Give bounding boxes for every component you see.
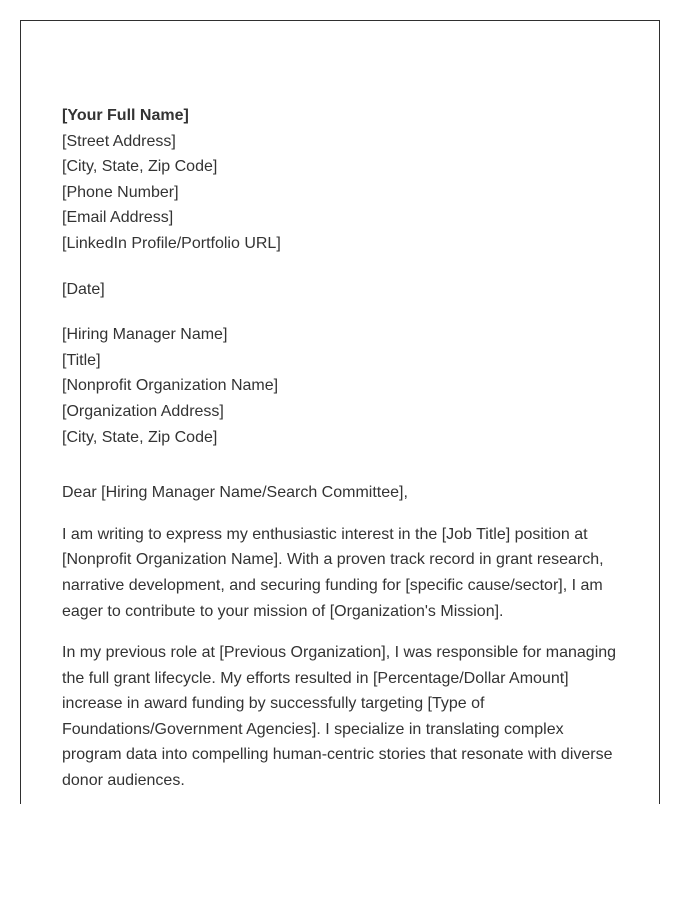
salutation: Dear [Hiring Manager Name/Search Committee], (62, 484, 408, 502)
spacer (62, 450, 622, 480)
recipient-address: [Organization Address] (62, 402, 224, 420)
letter-page (20, 20, 660, 804)
letter-date: [Date] (62, 280, 105, 298)
recipient-organization: [Nonprofit Organization Name] (62, 377, 279, 395)
sender-street: [Street Address] (62, 132, 176, 150)
spacer (62, 302, 622, 322)
sender-email: [Email Address] (62, 209, 174, 227)
sender-linkedin: [LinkedIn Profile/Portfolio URL] (62, 234, 281, 252)
letter-content (62, 103, 622, 804)
sender-name: [Your Full Name] (62, 107, 189, 124)
recipient-block (62, 322, 622, 450)
recipient-manager-name: [Hiring Manager Name] (62, 326, 228, 344)
spacer (62, 257, 622, 277)
body-paragraph-2: In my previous role at [Previous Organization], I was responsible for managing the full grant lifecycle. My efforts resulted in [Percentage/Dollar Amount] increase in award funding by successfully targeting [Type of Foundations/Government Agencies]. I specialize in translating complex program data into compelling human-centric stories that resonate with diverse donor audiences. (62, 644, 617, 790)
body-paragraph-1: I am writing to express my enthusiastic interest in the [Job Title] position at [Nonprofit Organization Name]. With a proven track record in grant research, narrative development, and securing funding for [specific cause/sector], I am eager to contribute to your mission of [Organization's Mission]. (62, 525, 604, 620)
sender-city-state-zip: [City, State, Zip Code] (62, 158, 218, 176)
sender-block (62, 103, 622, 257)
recipient-city-state-zip: [City, State, Zip Code] (62, 428, 218, 446)
sender-phone: [Phone Number] (62, 183, 179, 201)
recipient-title: [Title] (62, 351, 101, 369)
